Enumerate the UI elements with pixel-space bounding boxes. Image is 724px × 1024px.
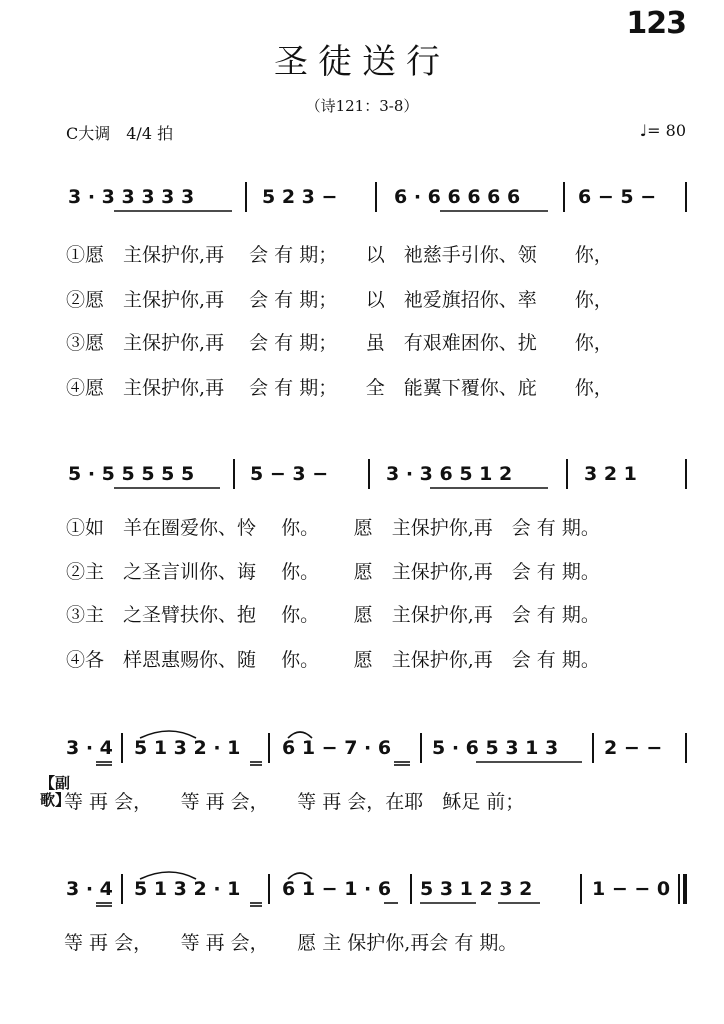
verse-2-line-1: ②愿 主保护你,再 会 有 期； 以 祂爱旗招你、率 你， bbox=[66, 289, 613, 311]
measure-8-notes: 3 2 1 bbox=[584, 463, 637, 485]
verse-1-line-1: ①愿 主保护你,再 会 有 期； 以 祂慈手引你、领 你， bbox=[66, 244, 613, 266]
quarter-note-icon: ♩ bbox=[639, 121, 648, 140]
measure-2-notes: 5 2 3 − bbox=[262, 186, 338, 208]
measure-16-notes: 6 1 − 1 · 6 bbox=[282, 878, 392, 900]
measure-14-notes: 3 · 4 bbox=[66, 878, 113, 900]
measure-3-notes: 6 · 6 6 6 6 6 bbox=[394, 186, 521, 208]
slur-arc bbox=[288, 732, 312, 738]
measure-6-notes: 5 − 3 − bbox=[250, 463, 329, 485]
song-title: 圣徒送行 bbox=[274, 42, 450, 82]
chorus-lyrics-2: 等 再 会， 等 再 会， 愿 主 保护你,再会 有 期。 bbox=[64, 932, 518, 954]
measure-11-notes: 6 1 − 7 · 6 bbox=[282, 737, 392, 759]
measure-1-notes: 3 · 3 3 3 3 3 bbox=[68, 186, 195, 208]
verse-3-line-1: ③愿 主保护你,再 会 有 期； 虽 有艰难困你、扰 你， bbox=[66, 332, 613, 354]
slur-arc bbox=[140, 872, 196, 879]
verse-1-line-2: ①如 羊在圈爱你、怜 你。 愿 主保护你,再 会 有 期。 bbox=[66, 517, 600, 539]
measure-5-notes: 5 · 5 5 5 5 5 bbox=[68, 463, 195, 485]
measure-7-notes: 3 · 3 6 5 1 2 bbox=[386, 463, 513, 485]
measure-4-notes: 6 − 5 − bbox=[578, 186, 657, 208]
verse-3-line-2: ③主 之圣臂扶你、抱 你。 愿 主保护你,再 会 有 期。 bbox=[66, 604, 600, 626]
chorus-label: 【副歌】 bbox=[40, 774, 71, 809]
measure-18-notes: 1 − − 0 bbox=[592, 878, 671, 900]
slur-arc bbox=[288, 873, 312, 879]
measure-9-notes: 3 · 4 bbox=[66, 737, 113, 759]
slur-arc bbox=[140, 731, 196, 738]
tempo-value: = 80 bbox=[647, 121, 686, 140]
scripture-reference: （诗121：3-8） bbox=[305, 97, 419, 115]
key-signature: C大调 4/4 拍 bbox=[66, 124, 174, 143]
chorus-lyrics-1: 等 再 会， 等 再 会， 等 再 会，在耶 稣足 前； bbox=[64, 791, 525, 813]
measure-12-notes: 5 · 6 5 3 1 3 bbox=[432, 737, 559, 759]
verse-2-line-2: ②主 之圣言训你、诲 你。 愿 主保护你,再 会 有 期。 bbox=[66, 561, 600, 583]
measure-13-notes: 2 − − bbox=[604, 737, 663, 759]
verse-4-line-2: ④各 样恩惠赐你、随 你。 愿 主保护你,再 会 有 期。 bbox=[66, 649, 600, 671]
page-number: 123 bbox=[626, 6, 686, 41]
measure-17-notes: 5 3 1 2 3 2 bbox=[420, 878, 533, 900]
measure-10-notes: 5 1 3 2 · 1 bbox=[134, 737, 241, 759]
measure-15-notes: 5 1 3 2 · 1 bbox=[134, 878, 241, 900]
verse-4-line-1: ④愿 主保护你,再 会 有 期； 全 能翼下覆你、庇 你， bbox=[66, 377, 613, 399]
